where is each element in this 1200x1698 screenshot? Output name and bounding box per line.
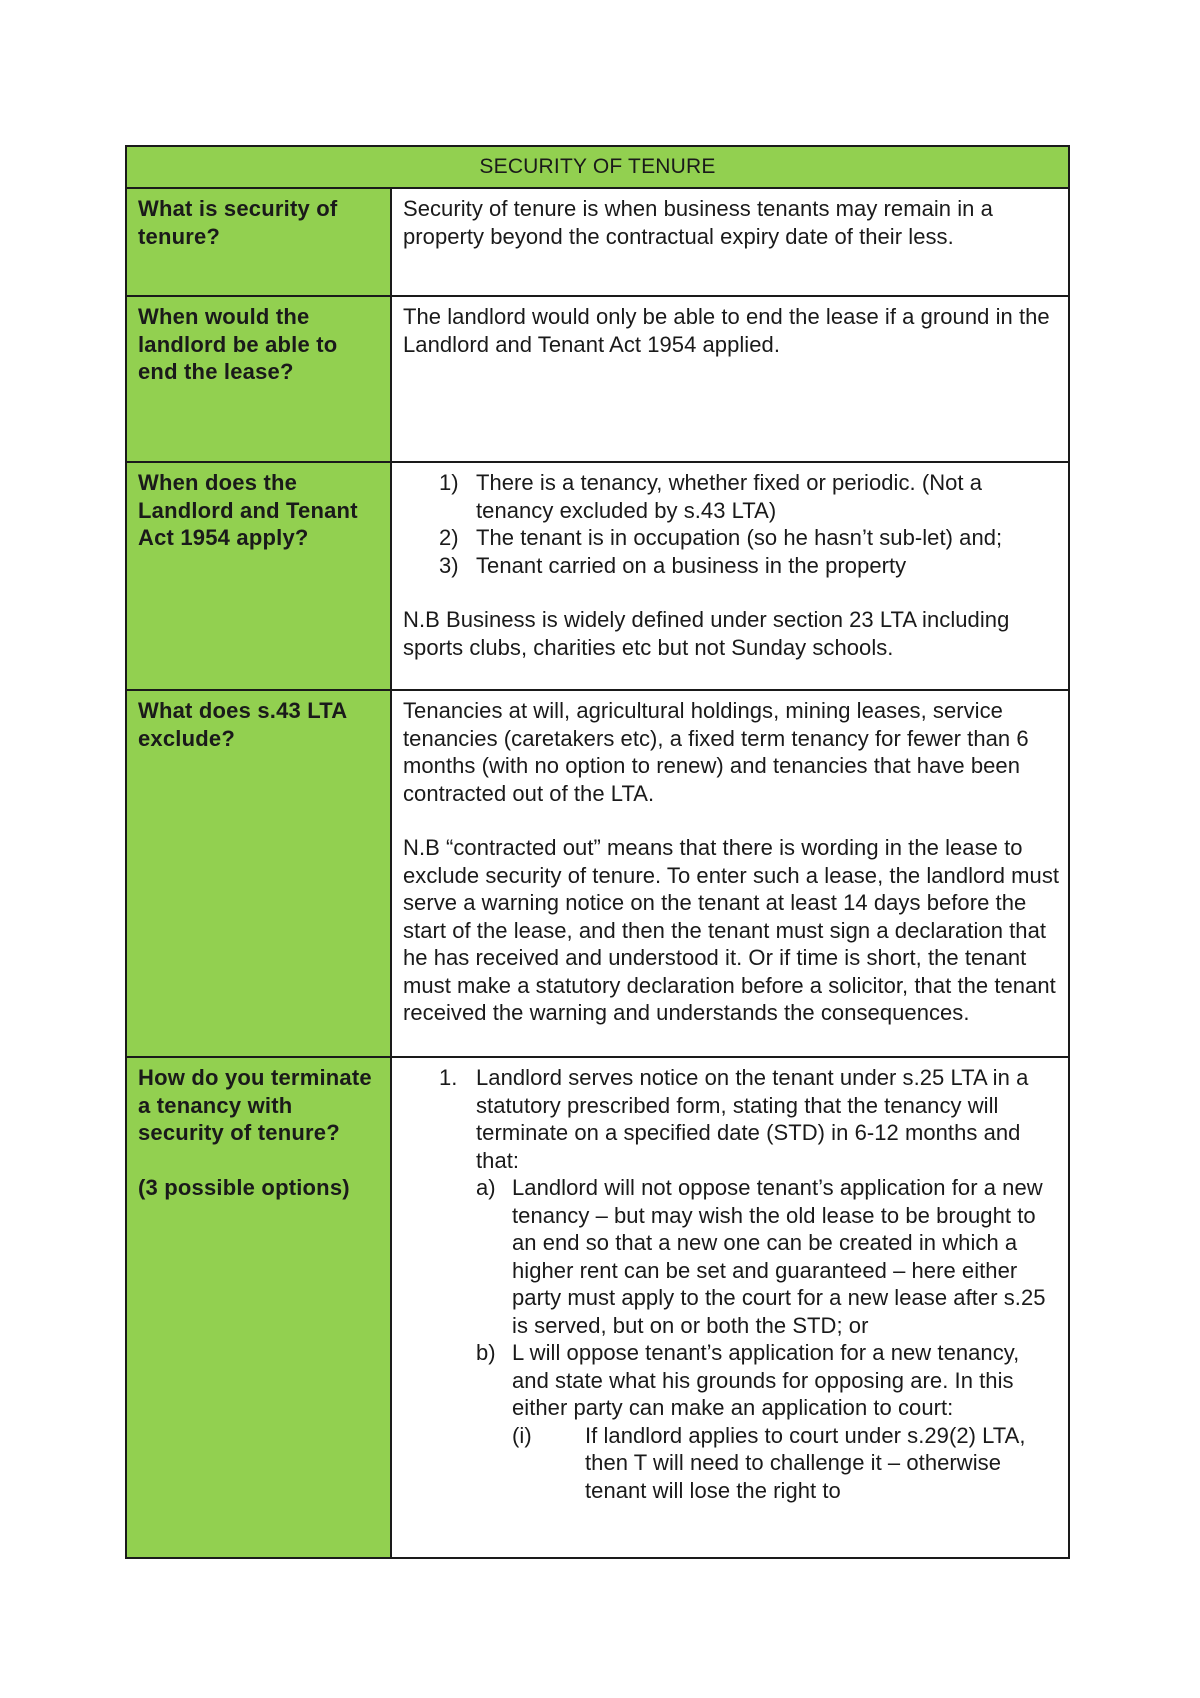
table-row — [126, 188, 1069, 296]
conditions-list — [403, 469, 1060, 579]
list-marker: 3) — [439, 552, 459, 578]
list-item-text: There is a tenancy, whether fixed or periodic. (Not a tenancy excluded by s.43 LTA) — [476, 470, 983, 523]
answer-cell — [391, 690, 1069, 1057]
list-item-text: If landlord applies to court under s.29(2) LTA, then T will need to challenge it – otherwise tenant will lose the right to — [585, 1422, 1026, 1503]
list-marker: 1) — [439, 470, 459, 495]
list-item-text: Landlord serves notice on the tenant under s.25 LTA in a statutory prescribed form, stating that the tenancy will terminate on a specified date (STD) in 6-12 months and that: — [476, 1065, 1029, 1173]
note-text: N.B “contracted out” means that there is wording in the lease to exclude security of tenure. To enter such a lease, the landlord must serve a warning notice on the tenant at least 14 days before the start of the lease, and then the tenant must sign a declaration that he has received and understood it. Or if time is short, the tenant must make a statutory declaration before a solicitor, that the tenant received the warning and understands the consequences. — [403, 835, 1060, 1025]
table-title: SECURITY OF TENURE — [126, 146, 1069, 188]
list-item — [403, 524, 1060, 552]
termination-list — [403, 1064, 1060, 1174]
list-item — [403, 469, 1060, 524]
list-marker: 1. — [439, 1065, 458, 1090]
answer-cell — [391, 296, 1069, 462]
note-text: N.B Business is widely defined under section 23 LTA including sports clubs, charities etc but not Sunday schools. — [403, 607, 1010, 660]
answer-cell — [391, 188, 1069, 296]
list-item-text: Tenant carried on a business in the property — [476, 552, 907, 578]
question-cell: What does s.43 LTA exclude? — [126, 690, 391, 1057]
list-marker: a) — [476, 1175, 496, 1200]
list-item — [476, 1339, 1060, 1504]
answer-text: The landlord would only be able to end the lease if a ground in the Landlord and Tenant Act 1954 applied. — [403, 304, 1050, 357]
question-cell: What is security of tenure? — [126, 188, 391, 296]
answer-text: Tenancies at will, agricultural holdings, mining leases, service tenancies (caretakers etc), a fixed term tenancy for fewer than 6 months (with no option to renew) and tenancies that have been contracted out of the LTA. — [403, 698, 1029, 806]
table-row — [126, 462, 1069, 690]
list-item — [403, 552, 1060, 580]
table-row — [126, 296, 1069, 462]
list-item-text: L will oppose tenant’s application for a new tenancy, and state what his grounds for opposing are. In this either party can make an application to court: — [512, 1340, 1020, 1420]
list-item-text: Landlord will not oppose tenant’s application for a new tenancy – but may wish the old lease to be brought to an end so that a new one can be created in which a higher rent can be set and guaranteed – here either party must apply to the court for a new lease after s.25 is served, but on or both the STD; or — [512, 1175, 1046, 1338]
answer-text: Security of tenure is when business tenants may remain in a property beyond the contractual expiry date of their less. — [403, 196, 993, 249]
list-item — [476, 1174, 1060, 1339]
list-marker: 2) — [439, 525, 459, 550]
list-marker: (i) — [512, 1422, 532, 1448]
question-cell: When does the Landlord and Tenant Act 1954 apply? — [126, 462, 391, 690]
table-row — [126, 1057, 1069, 1558]
security-of-tenure-table — [125, 145, 1070, 1559]
list-item — [512, 1422, 1060, 1505]
question-text: How do you terminate a tenancy with security of tenure? — [138, 1065, 372, 1145]
list-item-text: The tenant is in occupation (so he hasn’t sub-let) and; — [476, 525, 1003, 550]
list-marker: b) — [476, 1340, 496, 1365]
answer-cell — [391, 1057, 1069, 1558]
list-item — [403, 1064, 1060, 1174]
sub-list — [476, 1174, 1060, 1504]
answer-cell — [391, 462, 1069, 690]
roman-list — [512, 1422, 1060, 1505]
table-row — [126, 690, 1069, 1057]
question-cell: When would the landlord be able to end the lease? — [126, 296, 391, 462]
question-cell — [126, 1057, 391, 1558]
question-note: (3 possible options) — [138, 1174, 350, 1200]
